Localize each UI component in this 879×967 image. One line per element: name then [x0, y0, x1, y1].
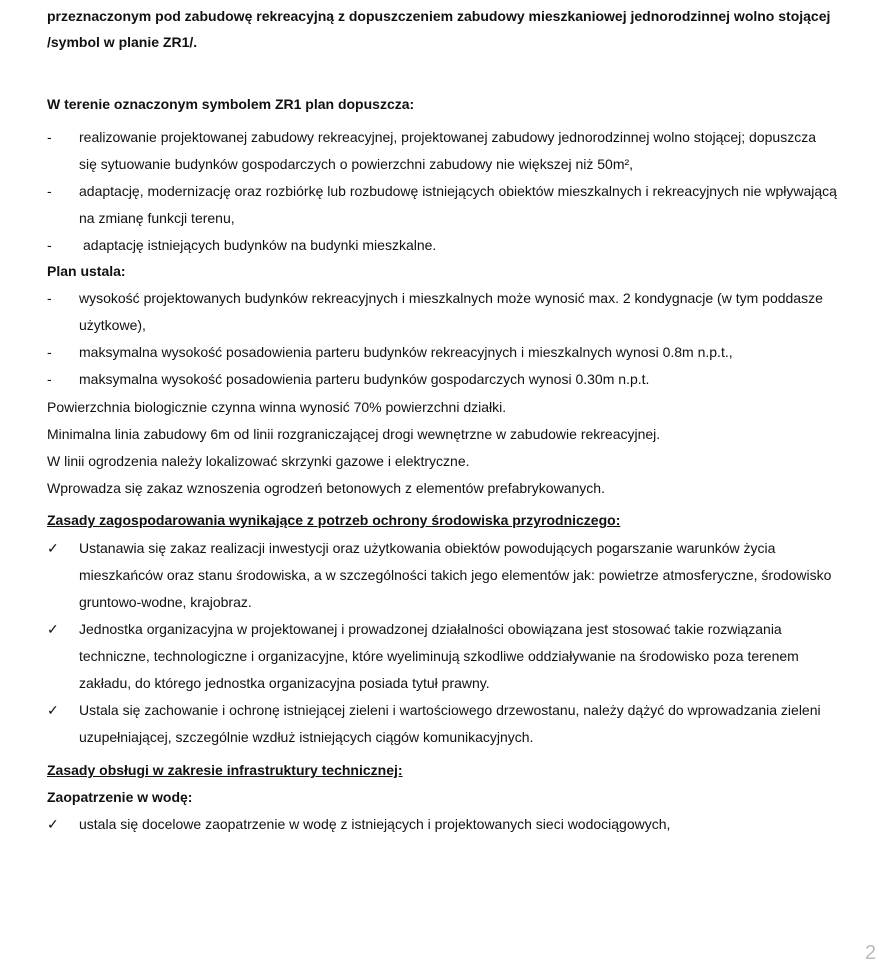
list-item — [47, 366, 837, 393]
list-item — [47, 285, 837, 339]
heading-water-supply: Zaopatrzenie w wodę: — [47, 789, 193, 805]
list-item — [47, 178, 837, 232]
heading-infrastructure: Zasady obsługi w zakresie infrastruktury technicznej: — [47, 762, 403, 778]
list-item — [47, 535, 837, 616]
list-item — [47, 232, 837, 259]
page-number: 2 — [865, 942, 877, 964]
text-line: Minimalna linia zabudowy 6m od linii rozgraniczającej drogi wewnętrzne w zabudowie rekreacyjnej. — [47, 426, 661, 442]
check-icon: ✓ — [47, 816, 59, 832]
dopuszcza-list — [47, 124, 837, 259]
dash-marker: - — [47, 371, 52, 387]
text-line: Powierzchnia biologicznie czynna winna wynosić 70% powierzchni działki. — [47, 399, 507, 415]
environment-list — [47, 535, 837, 751]
list-item — [47, 124, 837, 178]
dash-marker: - — [47, 290, 52, 306]
check-icon: ✓ — [47, 702, 59, 718]
list-item-text: wysokość projektowanych budynków rekreacyjnych i mieszkalnych może wynosić max. 2 kondygnacje (w tym poddasze użytkowe), — [79, 290, 823, 333]
list-item-text: adaptację istniejących budynków na budynki mieszkalne. — [83, 237, 437, 253]
check-icon: ✓ — [47, 621, 59, 637]
ustala-list — [47, 285, 837, 393]
text-line: W linii ogrodzenia należy lokalizować skrzynki gazowe i elektryczne. — [47, 453, 470, 469]
dash-marker: - — [47, 344, 52, 360]
list-item-text: Ustanawia się zakaz realizacji inwestycji oraz użytkowania obiektów powodujących pogarszanie warunków życia mieszkańców oraz stanu środowiska, a w szczególności takich jego elementów jak: powietrze atmosferyczne, środowisko gruntowo-wodne, krajobraz. — [79, 540, 832, 610]
heading-environment: Zasady zagospodarowania wynikające z potrzeb ochrony środowiska przyrodniczego: — [47, 512, 621, 528]
heading-zr1: W terenie oznaczonym symbolem ZR1 plan dopuszcza: — [47, 96, 415, 112]
dash-marker: - — [47, 237, 52, 253]
plain-paragraphs — [47, 394, 837, 502]
list-item — [47, 811, 837, 838]
list-item — [47, 697, 837, 751]
dash-marker: - — [47, 129, 52, 145]
list-item-text: Ustala się zachowanie i ochronę istniejącej zieleni i wartościowego drzewostanu, należy dążyć do wprowadzania zieleni uzupełniającej, szczególnie wzdłuż istniejących ciągów komunikacyjnych. — [79, 702, 821, 745]
list-item-text: adaptację, modernizację oraz rozbiórkę lub rozbudowę istniejących obiektów mieszkalnych i rekreacyjnych nie wpływającą na zmianę funkcji terenu, — [79, 183, 837, 226]
list-item — [47, 616, 837, 697]
list-item-text: realizowanie projektowanej zabudowy rekreacyjnej, projektowanej zabudowy jednorodzinnej wolno stojącej; dopuszcza się sytuowanie budynków gospodarczych o powierzchni zabudowy nie większej niż 50m², — [79, 129, 816, 172]
list-item-text: maksymalna wysokość posadowienia parteru budynków gospodarczych wynosi 0.30m n.p.t. — [79, 371, 650, 387]
list-item-text: ustala się docelowe zaopatrzenie w wodę z istniejących i projektowanych sieci wodociągowych, — [79, 816, 671, 832]
dash-marker: - — [47, 183, 52, 199]
water-list — [47, 811, 837, 838]
list-item-text: Jednostka organizacyjna w projektowanej i prowadzonej działalności obowiązana jest stosować takie rozwiązania techniczne, technologiczne i organizacyjne, które wyeliminują szkodliwe oddziaływanie na środowisko poza terenem zakładu, do którego jednostka organizacyjna posiada tytuł prawny. — [79, 621, 799, 691]
list-item — [47, 339, 837, 366]
check-icon: ✓ — [47, 540, 59, 556]
list-item-text: maksymalna wysokość posadowienia parteru budynków rekreacyjnych i mieszkalnych wynosi 0.8m n.p.t., — [79, 344, 733, 360]
heading-plan-ustala: Plan ustala: — [47, 263, 126, 279]
text-line: Wprowadza się zakaz wznoszenia ogrodzeń betonowych z elementów prefabrykowanych. — [47, 480, 605, 496]
intro-paragraph: przeznaczonym pod zabudowę rekreacyjną z dopuszczeniem zabudowy mieszkaniowej jednorodzinnej wolno stojącej /symbol w planie ZR1/. — [47, 8, 831, 50]
